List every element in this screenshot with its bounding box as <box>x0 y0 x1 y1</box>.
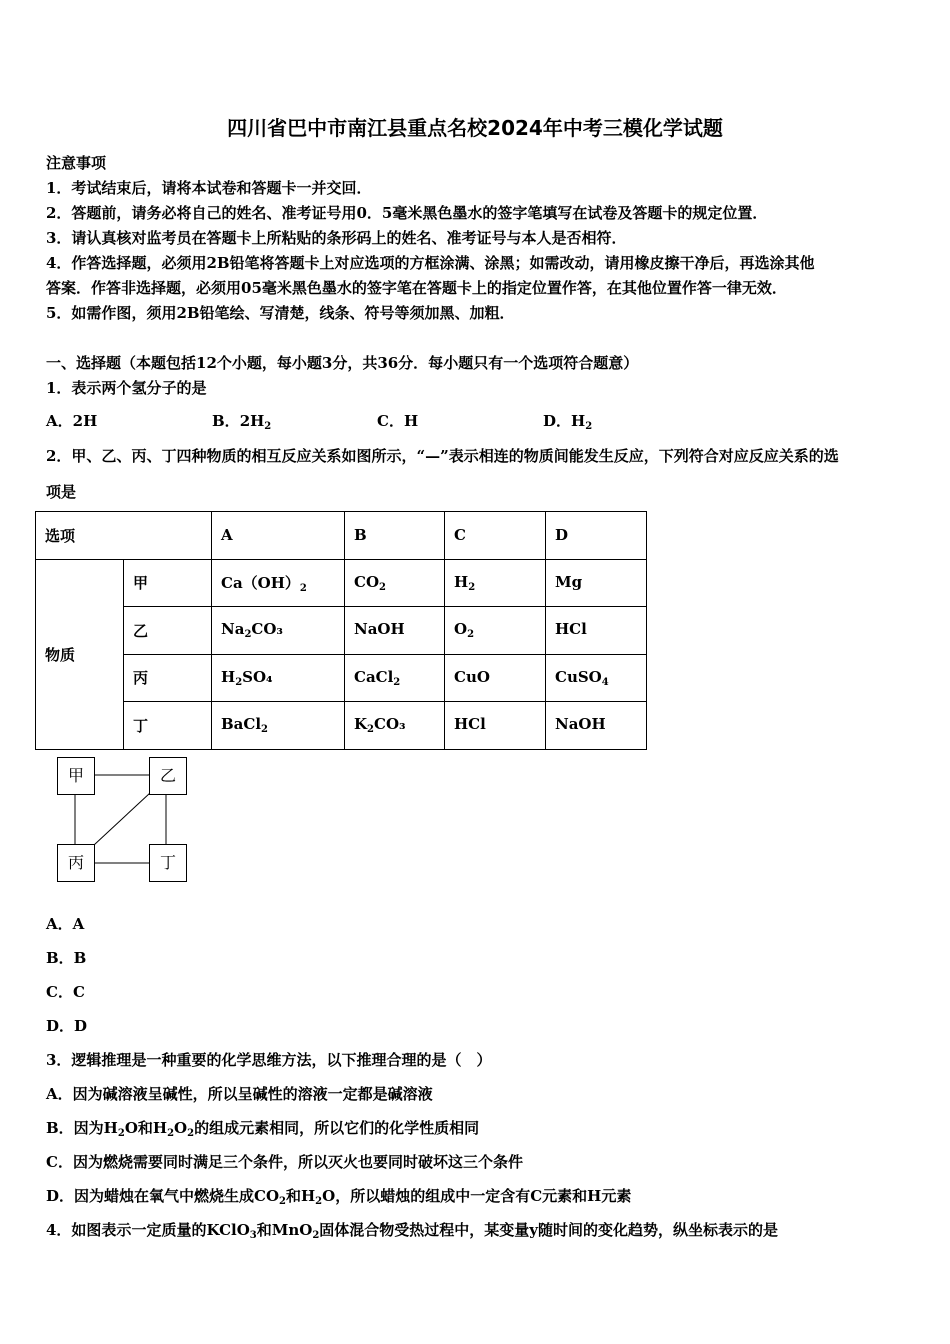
question-4-stem: 4．如图表示一定质量的KClO$_3$和MnO$_2$固体混合物受热过程中，某变量y随时间的变化趋势，纵坐标表示的是 <box>46 1221 779 1241</box>
table-cell: $O_2$ <box>445 607 546 655</box>
table-header-cell: 选项 <box>36 512 212 560</box>
table-cell: HCl <box>546 607 647 655</box>
notice-item: 2．答题前，请务必将自己的姓名、准考证号用0．5毫米黑色墨水的签字笔填写在试卷及答题卡的规定位置． <box>46 204 768 222</box>
question-2-stem: 2．甲、乙、丙、丁四种物质的相互反应关系如图所示，“—”表示相连的物质间能发生反应，下列符合对应反应关系的选 <box>46 447 839 465</box>
table-row-label: 甲 <box>124 559 212 607</box>
table-row-label: 乙 <box>124 607 212 655</box>
table-row-label: 丙 <box>124 654 212 702</box>
q3-option-c[interactable]: C．因为燃烧需要同时满足三个条件，所以灭火也要同时破坏这三个条件 <box>46 1153 523 1171</box>
table-header-cell: D <box>546 512 647 560</box>
table-cell: $Ca(OH)_2$ <box>212 559 345 607</box>
table-cell: CuO <box>445 654 546 702</box>
q1-option-c[interactable]: C．H <box>377 412 419 430</box>
notice-item: 答案．作答非选择题，必须用05毫米黑色墨水的签字笔在答题卡上的指定位置作答，在其他位置作答一律无效． <box>46 279 787 297</box>
diagram-node-yi: 乙 <box>149 757 187 795</box>
q3-option-a[interactable]: A．因为碱溶液呈碱性，所以呈碱性的溶液一定都是碱溶液 <box>46 1085 433 1103</box>
table-header-cell: A <box>212 512 345 560</box>
q1-option-a[interactable]: A．2H <box>46 412 98 430</box>
diagram-node-ding: 丁 <box>149 844 187 882</box>
table-cell: $Na_2CO_3$ <box>212 607 345 655</box>
table-group-label: 物质 <box>36 559 124 749</box>
table-row-label: 丁 <box>124 702 212 750</box>
table-cell: Mg <box>546 559 647 607</box>
table-cell: NaOH <box>345 607 445 655</box>
notice-item: 4．作答选择题，必须用2B铅笔将答题卡上对应选项的方框涂满、涂黑；如需改动，请用橡皮擦干净后，再选涂其他 <box>46 254 815 272</box>
diagram-node-bing: 丙 <box>57 844 95 882</box>
page-title: 四川省巴中市南江县重点名校2024年中考三模化学试题 <box>227 116 723 140</box>
q3-option-b[interactable]: B．因为$H_2O$和$H_2O_2$的组成元素相同，所以它们的化学性质相同 <box>46 1119 480 1139</box>
notice-heading: 注意事项 <box>46 154 107 172</box>
section-heading: 一、选择题（本题包括12个小题，每小题3分，共36分．每小题只有一个选项符合题意） <box>46 354 639 372</box>
notice-item: 5．如需作图，须用2B铅笔绘、写清楚，线条、符号等须加黑、加粗． <box>46 304 515 322</box>
question-1-stem: 1．表示两个氢分子的是 <box>46 379 207 397</box>
question-3-stem: 3．逻辑推理是一种重要的化学思维方法，以下推理合理的是（ ） <box>46 1051 492 1069</box>
q2-option-a[interactable]: A．A <box>46 915 85 933</box>
q3-option-d[interactable]: D．因为蜡烛在氧气中燃烧生成$CO_2$和$H_2O$，所以蜡烛的组成中一定含有C元素和H元素 <box>46 1187 632 1207</box>
table-cell: CuSO$_4$ <box>546 654 647 702</box>
table-header-cell: B <box>345 512 445 560</box>
table-cell: BaCl$_2$ <box>212 702 345 750</box>
q2-option-b[interactable]: B．B <box>46 949 87 967</box>
table-cell: HCl <box>445 702 546 750</box>
table-cell: $CO_2$ <box>345 559 445 607</box>
link-yi-bing-diagonal <box>94 793 150 845</box>
table-cell: NaOH <box>546 702 647 750</box>
q2-option-c[interactable]: C．C <box>46 983 85 1001</box>
q2-option-d[interactable]: D．D <box>46 1017 88 1035</box>
notice-item: 3．请认真核对监考员在答题卡上所粘贴的条形码上的姓名、准考证号与本人是否相符． <box>46 229 627 247</box>
table-cell: CaCl$_2$ <box>345 654 445 702</box>
table-cell: $H_2$ <box>445 559 546 607</box>
table-cell: $H_2SO_4$ <box>212 654 345 702</box>
table-cell: $K_2CO_3$ <box>345 702 445 750</box>
question-2-stem-cont: 项是 <box>46 483 77 501</box>
q1-option-d[interactable]: D．$H_2$ <box>543 412 593 432</box>
table-header-cell: C <box>445 512 546 560</box>
q1-option-b[interactable]: B．$2H_2$ <box>212 412 272 432</box>
diagram-node-jia: 甲 <box>57 757 95 795</box>
notice-item: 1．考试结束后，请将本试卷和答题卡一并交回． <box>46 179 372 197</box>
